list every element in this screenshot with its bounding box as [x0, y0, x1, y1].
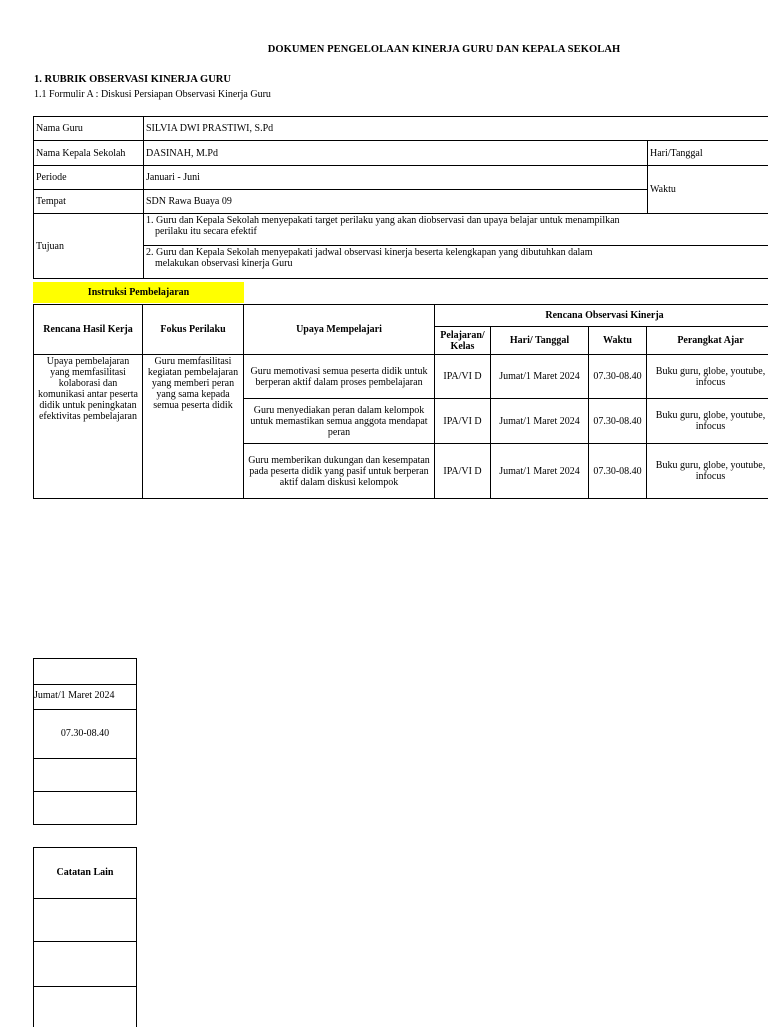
waktu-cell: 07.30-08.40	[589, 399, 647, 444]
periode-label: Periode	[34, 166, 144, 190]
notes-fragment-table	[33, 847, 137, 1027]
tujuan-label: Tujuan	[34, 214, 144, 279]
rencana-hasil-kerja-cell: Upaya pembelajaran yang memfasilitasi kolaborasi dan komunikasi antar peserta didik untuk peningkatan efektivitas pembelajaran	[34, 355, 143, 499]
catatan-header-row	[34, 848, 137, 899]
fragment-waktu: 07.30-08.40	[34, 728, 136, 739]
tujuan-2-line1: 2. Guru dan Kepala Sekolah menyepakati jadwal observasi kinerja beserta kelengkapan yang dibutuhkan dalam	[146, 247, 768, 258]
notes-empty-row	[34, 899, 137, 942]
schedule-fragment-table	[33, 658, 137, 825]
fragment-empty-row	[34, 659, 137, 685]
upaya-cell: Guru memotivasi semua peserta didik untuk berperan aktif dalam proses pembelajaran	[244, 355, 435, 399]
hari-cell: Jumat/1 Maret 2024	[491, 444, 589, 499]
fragment-time-row	[34, 710, 137, 759]
nama-guru-label: Nama Guru	[34, 117, 144, 141]
fragment-date-row	[34, 685, 137, 710]
header-hari-tanggal: Hari/ Tanggal	[491, 327, 589, 355]
identity-table	[33, 116, 768, 279]
header-upaya-mempelajari: Upaya Mempelajari	[244, 305, 435, 355]
fokus-perilaku-cell: Guru memfasilitasi kegiatan pembelajaran yang memberi peran yang sama kepada semua peserta didik	[143, 355, 244, 499]
kepala-value: DASINAH, M.Pd	[144, 141, 648, 166]
subsection-title: 1.1 Formulir A : Diskusi Persiapan Observasi Kinerja Guru	[34, 89, 271, 100]
table-row	[34, 355, 768, 399]
upaya-cell: Guru memberikan dukungan dan kesempatan pada peserta didik yang pasif untuk berperan aktif dalam diskusi kelompok	[244, 444, 435, 499]
nama-guru-value: SILVIA DWI PRASTIWI, S.Pd	[144, 117, 768, 141]
tujuan-item-2	[144, 246, 768, 279]
waktu-cell: 07.30-08.40	[589, 444, 647, 499]
header-fokus-perilaku: Fokus Perilaku	[143, 305, 244, 355]
kepala-label: Nama Kepala Sekolah	[34, 141, 144, 166]
header-waktu: Waktu	[589, 327, 647, 355]
notes-empty-row	[34, 987, 137, 1027]
waktu-cell: 07.30-08.40	[589, 355, 647, 399]
instruksi-pembelajaran-header: Instruksi Pembelajaran	[33, 282, 244, 303]
tujuan-1-line1: 1. Guru dan Kepala Sekolah menyepakati target perilaku yang akan diobservasi dan upaya belajar untuk menampilkan	[146, 215, 768, 226]
section-title: 1. RUBRIK OBSERVASI KINERJA GURU	[34, 74, 231, 85]
notes-empty-row	[34, 942, 137, 987]
pelajaran-cell: IPA/VI D	[435, 399, 491, 444]
perangkat-cell: Buku guru, globe, youtube, infocus	[647, 444, 768, 499]
observation-plan-table	[33, 304, 768, 499]
perangkat-cell: Buku guru, globe, youtube, infocus	[647, 399, 768, 444]
header-rencana-hasil-kerja: Rencana Hasil Kerja	[34, 305, 143, 355]
upaya-cell: Guru menyediakan peran dalam kelompok untuk memastikan semua anggota mendapat peran	[244, 399, 435, 444]
fragment-empty-row	[34, 759, 137, 792]
document-title: DOKUMEN PENGELOLAAN KINERJA GURU DAN KEPALA SEKOLAH	[0, 44, 768, 55]
header-rencana-observasi: Rencana Observasi Kinerja	[435, 305, 768, 327]
pelajaran-cell: IPA/VI D	[435, 355, 491, 399]
header-perangkat-ajar: Perangkat Ajar	[647, 327, 768, 355]
hari-cell: Jumat/1 Maret 2024	[491, 399, 589, 444]
hari-tanggal-label: Hari/Tanggal	[648, 141, 768, 166]
tujuan-item-1	[144, 214, 768, 246]
tempat-value: SDN Rawa Buaya 09	[144, 190, 648, 214]
pelajaran-cell: IPA/VI D	[435, 444, 491, 499]
tujuan-2-line2: melakukan observasi kinerja Guru	[146, 258, 768, 269]
perangkat-cell: Buku guru, globe, youtube, infocus	[647, 355, 768, 399]
tempat-label: Tempat	[34, 190, 144, 214]
fragment-hari-tanggal: Jumat/1 Maret 2024	[34, 690, 115, 701]
waktu-label: Waktu	[648, 166, 768, 214]
hari-cell: Jumat/1 Maret 2024	[491, 355, 589, 399]
tujuan-1-line2: perilaku itu secara efektif	[146, 226, 768, 237]
catatan-lain-label: Catatan Lain	[34, 867, 136, 878]
fragment-empty-row	[34, 792, 137, 825]
header-pelajaran-kelas: Pelajaran/ Kelas	[435, 327, 491, 355]
periode-value: Januari - Juni	[144, 166, 648, 190]
